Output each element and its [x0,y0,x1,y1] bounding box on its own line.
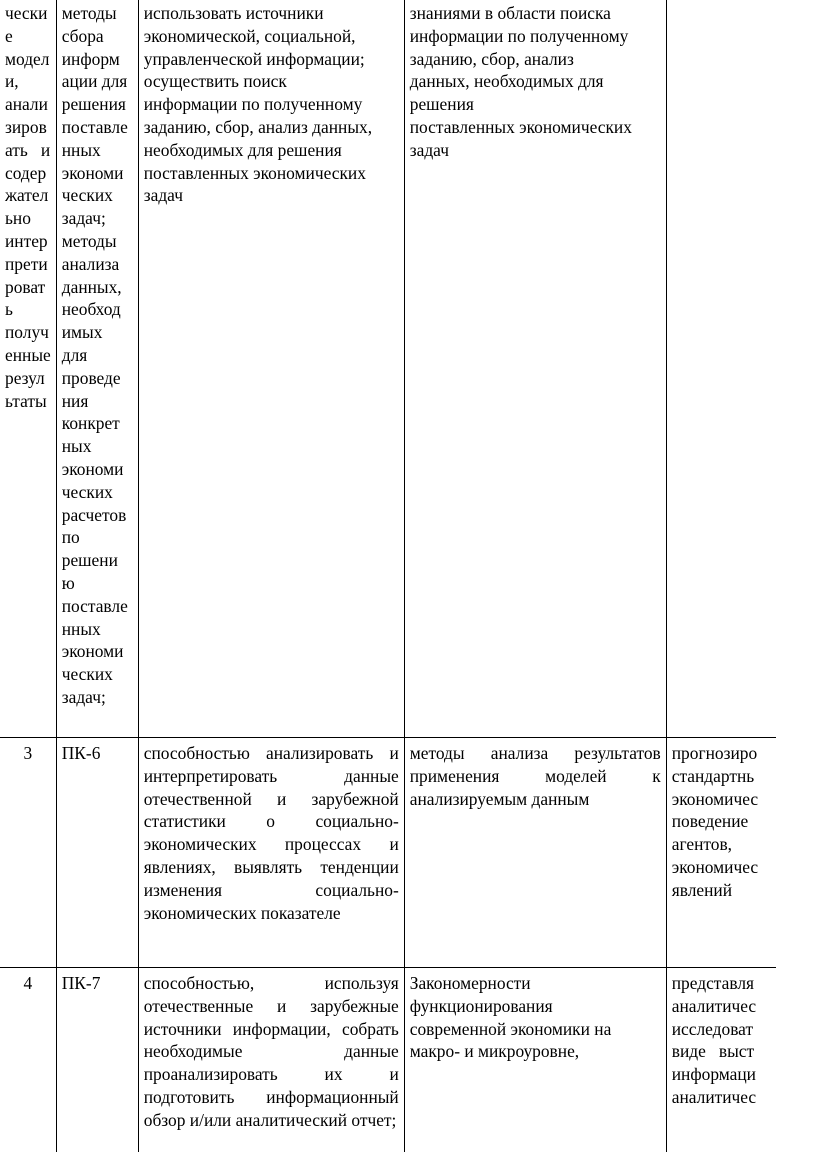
competency-ability: способностью, используя отечественные и зарубежные источники информации, собрать необходимые данные проанализировать их и подготовить информационный обзор и/или аналитический отчет; [138,968,404,1152]
competency-skill: прогнозиро стандартнь экономичес поведение агентов, экономичес явлений [666,738,776,968]
cell-column-4: знаниями в области поиска информации по полученному заданию, сбор, анализ данных, необходимых для решения поставленных экономических задач [404,0,666,738]
cell-column-3: использовать источники экономической, социальной, управленческой информации; осуществить поиск информации по полученному заданию, сбор, анализ данных, необходимых для решения поставленных экономических задач [138,0,404,738]
cell-column-5-empty [666,0,776,738]
cell-column-2: методы сбора информ ации для решения поставле нных экономи ческих задач; методы анализа данных, необход имых для проведе ния конкрет ных экономи ческих расчетов по решени ю поставле нных экономи ческих задач; [56,0,138,738]
competency-ability: способностью анализировать и интерпретировать данные отечественной и зарубежной статистики о социально-экономических процессах и явлениях, выявлять тенденции изменения социально-экономических показателе [138,738,404,968]
competency-code: ПК-6 [56,738,138,968]
cell-column-1: чески е модел и, анали зиров ать и содер жател ьно интер прети роват ь получ енные резул ьтаты [0,0,56,738]
competency-knowledge: Закономерности функционирования современной экономики на макро- и микроуровне, [404,968,666,1152]
row-number: 4 [0,968,56,1152]
table-row [0,968,776,1152]
table-row [0,738,776,968]
competency-code: ПК-7 [56,968,138,1152]
row-number: 3 [0,738,56,968]
competency-skill: представля аналитичес исследоват виде выст информаци аналитичес [666,968,776,1152]
competency-knowledge: методы анализа результатов применения моделей к анализируемым данным [404,738,666,968]
